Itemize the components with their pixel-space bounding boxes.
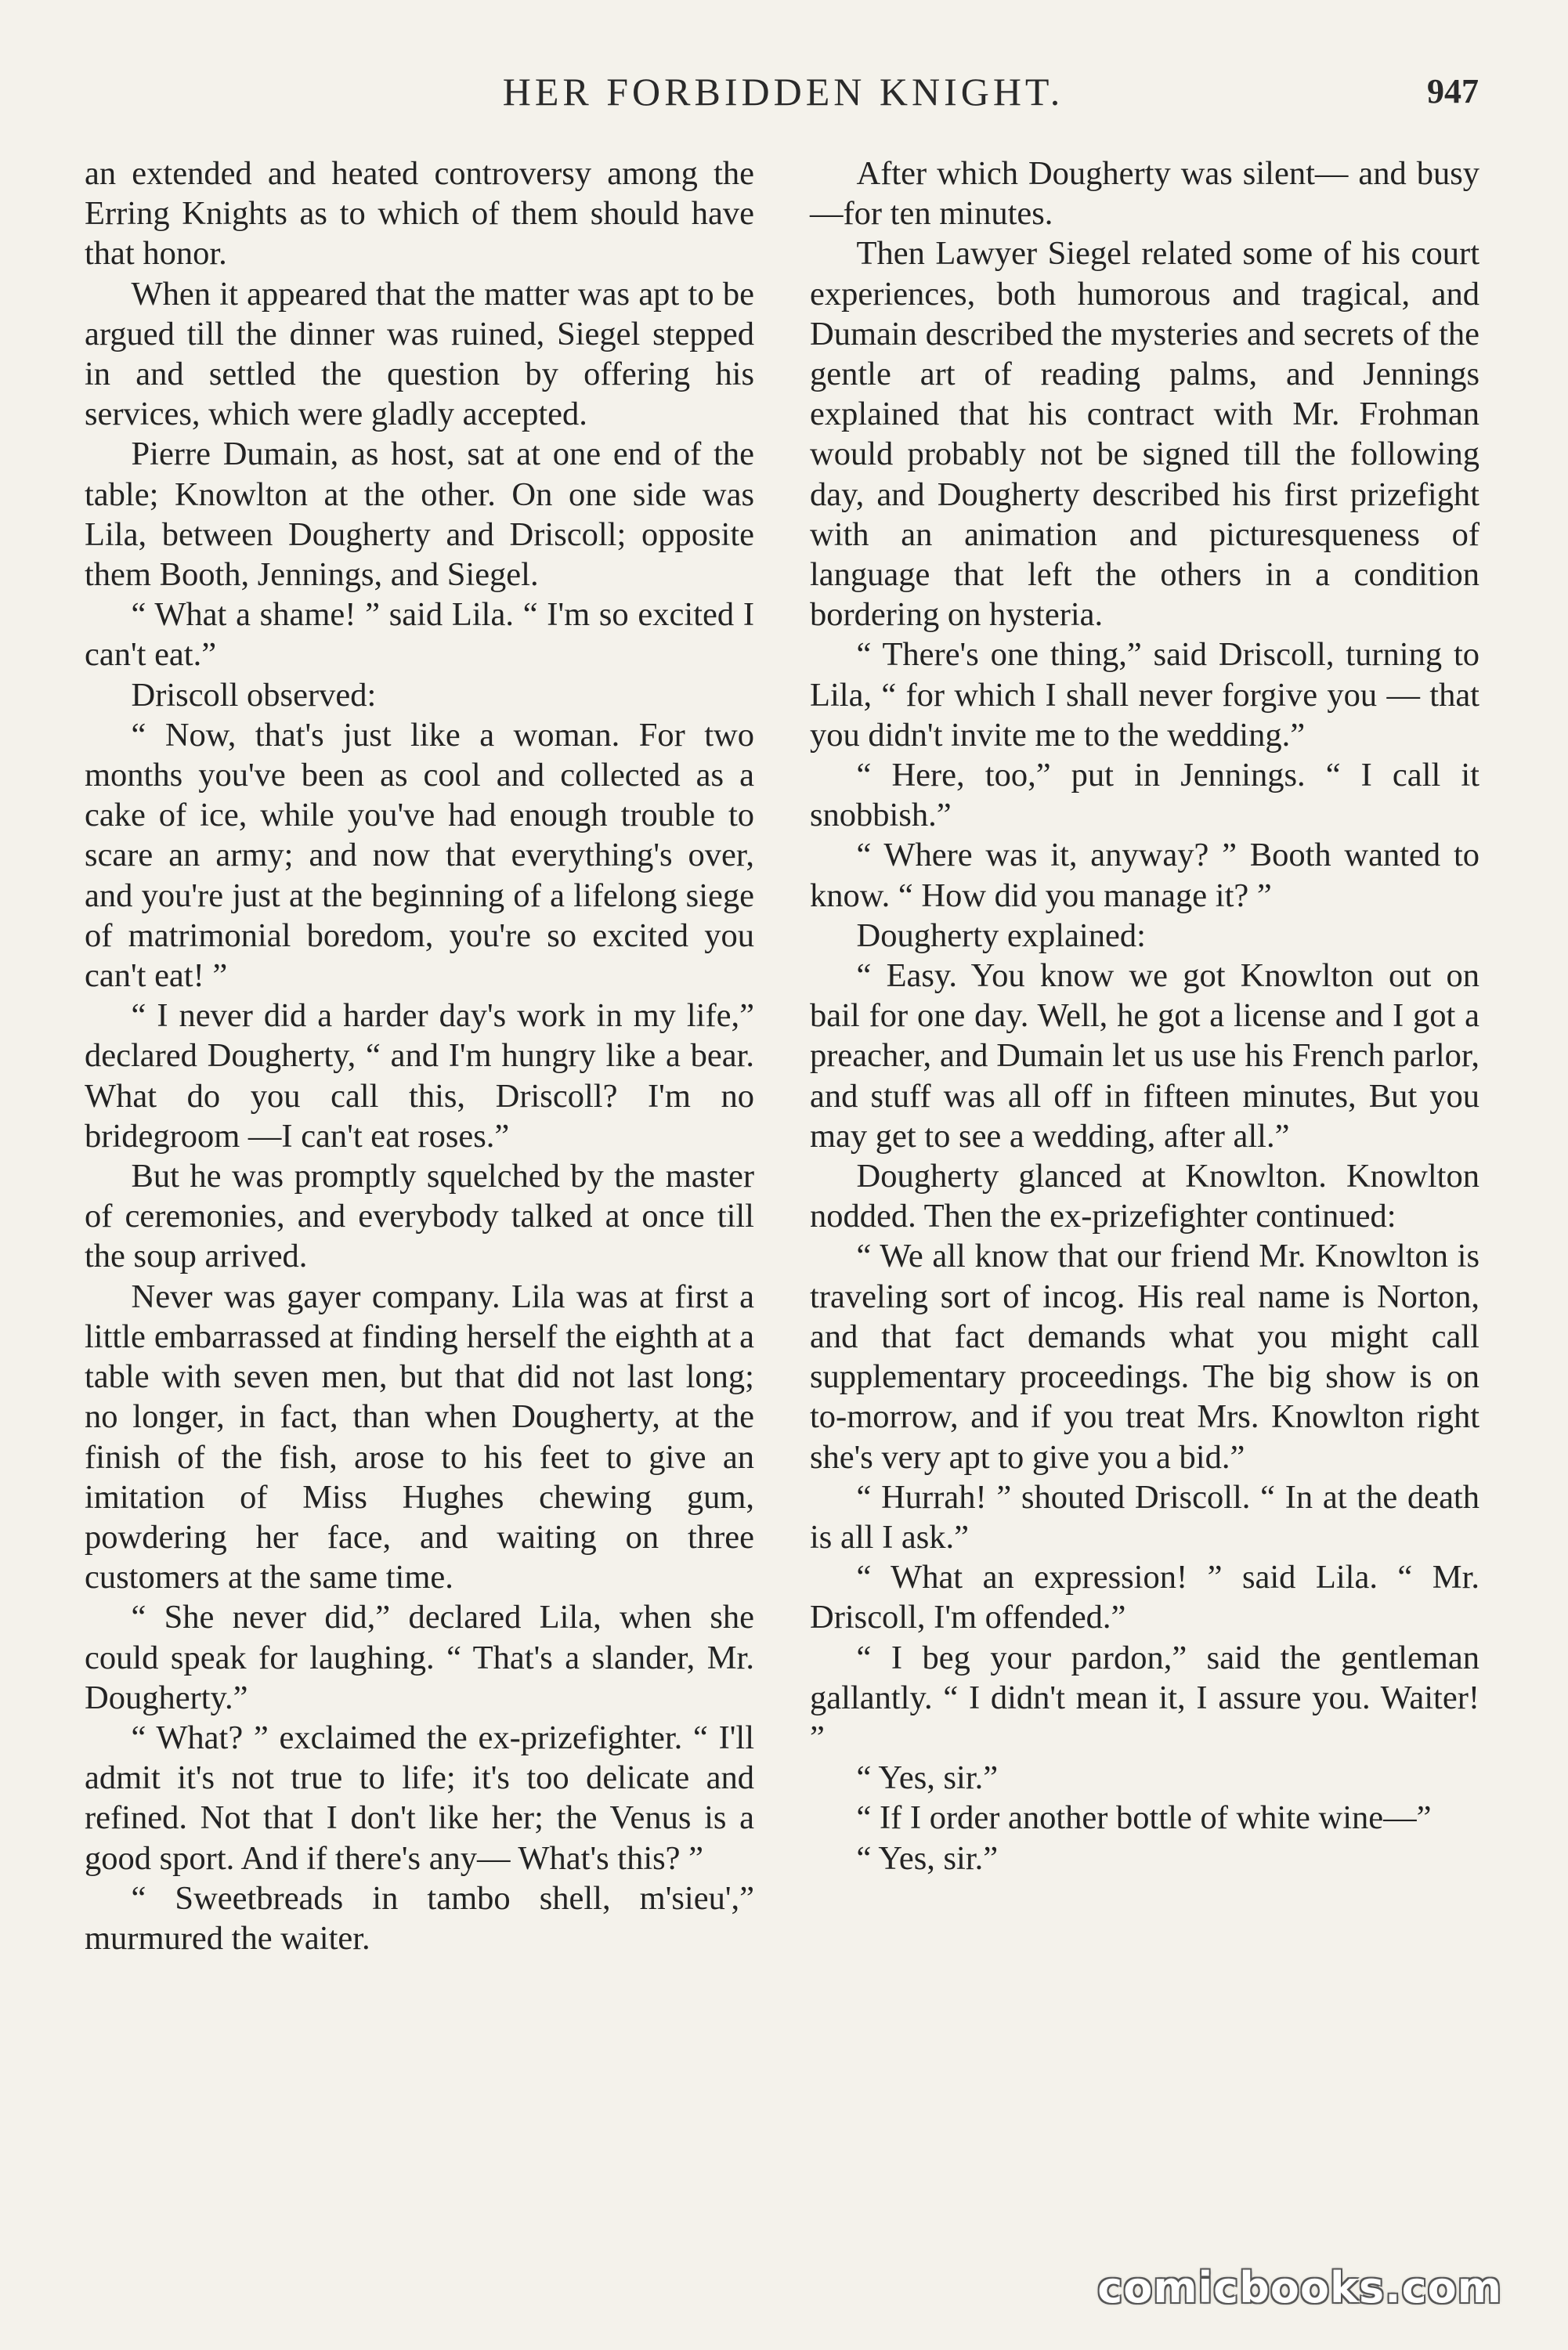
paragraph: “ Where was it, anyway? ” Booth wanted to know. “ How did you manage it? ” — [810, 837, 1479, 914]
paragraph: Driscoll observed: — [131, 676, 377, 714]
paragraph: “ We all know that our friend Mr. Knowlton is traveling sort of incog. His real name is Norton, and that fact demands what you might call supplementary proceedings. The big show is on to-morrow, and if you treat Mrs. Knowlton right she's very apt to give you a bid.” — [810, 1238, 1479, 1476]
paragraph: Then Lawyer Siegel related some of his court experiences, both humorous and tragical, and Dumain described the mysteries and secrets of the gentle art of reading palms, and Jennings explained that his contract with Mr. Frohman would probably not be signed till the following day, and Dougherty described his first prizefight with an animation and picturesqueness of language that left the others in a condition bordering on hysteria. — [810, 235, 1479, 634]
page-title: HER FORBIDDEN KNIGHT. — [502, 70, 1064, 114]
paragraph: Never was gayer company. Lila was at first a little embarrassed at finding herself the eighth at a table with seven men, but that did not last long; no longer, in fact, than when Dougherty, at the finish of the fish, arose to his feet to give an imitation of Miss Hughes chewing gum, powdering her face, and waiting on three customers at the same time. — [85, 1278, 754, 1596]
right-column — [810, 154, 1479, 1878]
paragraph: “ Hurrah! ” shouted Driscoll. “ In at the death is all I ask.” — [810, 1478, 1479, 1556]
paragraph: After which Dougherty was silent— and busy—for ten minutes. — [810, 155, 1479, 233]
paragraph: Dougherty explained: — [856, 916, 1146, 954]
watermark-logo: comicbooks.com — [1097, 2263, 1502, 2312]
paragraph: Pierre Dumain, as host, sat at one end of the table; Knowlton at the other. On one side was Lila, between Dougherty and Driscoll; opposite them Booth, Jennings, and Siegel. — [85, 436, 754, 594]
paragraph: “ There's one thing,” said Driscoll, turning to Lila, “ for which I shall never forgive you — that you didn't invite me to the wedding.” — [810, 636, 1479, 754]
paragraph: an extended and heated controversy among the Erring Knights as to which of them should have that honor. — [85, 155, 754, 273]
paragraph: Dougherty glanced at Knowlton. Knowlton nodded. Then the ex-prizefighter continued: — [810, 1158, 1479, 1235]
paragraph: “ Sweetbreads in tambo shell, m'sieu',” murmured the waiter. — [85, 1879, 754, 1957]
paragraph: “ She never did,” declared Lila, when she could speak for laughing. “ That's a slander, Mr. Dougherty.” — [85, 1599, 754, 1716]
paragraph: “ Easy. You know we got Knowlton out on bail for one day. Well, he got a license and I got a preacher, and Dumain let us use his French parlor, and stuff was all off in fifteen minutes, But you may get to see a wedding, after all.” — [810, 957, 1479, 1155]
page-number: 947 — [1427, 72, 1479, 110]
paragraph: But he was promptly squelched by the master of ceremonies, and everybody talked at once till the soup arrived. — [85, 1158, 754, 1275]
paragraph: “ Now, that's just like a woman. For two months you've been as cool and collected as a cake of ice, while you've had enough trouble to scare an army; and now that everything's over, and you're just at the beginning of a lifelong siege of matrimonial boredom, you're so excited you can't eat! ” — [85, 716, 754, 995]
paragraph: When it appeared that the matter was apt to be argued till the dinner was ruined, Siegel stepped in and settled the question by offering his services, which were gladly accepted. — [85, 275, 754, 433]
paragraph: “ I never did a harder day's work in my life,” declared Dougherty, “ and I'm hungry like a bear. What do you call this, Driscoll? I'm no bridegroom —I can't eat roses.” — [85, 997, 754, 1155]
paragraph: “ I beg your pardon,” said the gentleman gallantly. “ I didn't mean it, I assure you. Waiter! ” — [810, 1639, 1479, 1756]
paragraph: “ Yes, sir.” — [856, 1839, 999, 1877]
paragraph: “ What an expression! ” said Lila. “ Mr. Driscoll, I'm offended.” — [810, 1559, 1479, 1636]
running-head — [78, 64, 1488, 119]
left-column — [85, 154, 754, 1958]
paragraph: “ What? ” exclaimed the ex-prizefighter. “ I'll admit it's not true to life; it's too delicate and refined. Not that I don't like her; the Venus is a good sport. And if there's any— What's this? ” — [85, 1719, 754, 1877]
paragraph: “ Here, too,” put in Jennings. “ I call it snobbish.” — [810, 757, 1479, 834]
paragraph: “ What a shame! ” said Lila. “ I'm so excited I can't eat.” — [85, 596, 754, 674]
paragraph: “ Yes, sir.” — [856, 1759, 999, 1797]
paragraph: “ If I order another bottle of white wine—” — [856, 1799, 1432, 1837]
